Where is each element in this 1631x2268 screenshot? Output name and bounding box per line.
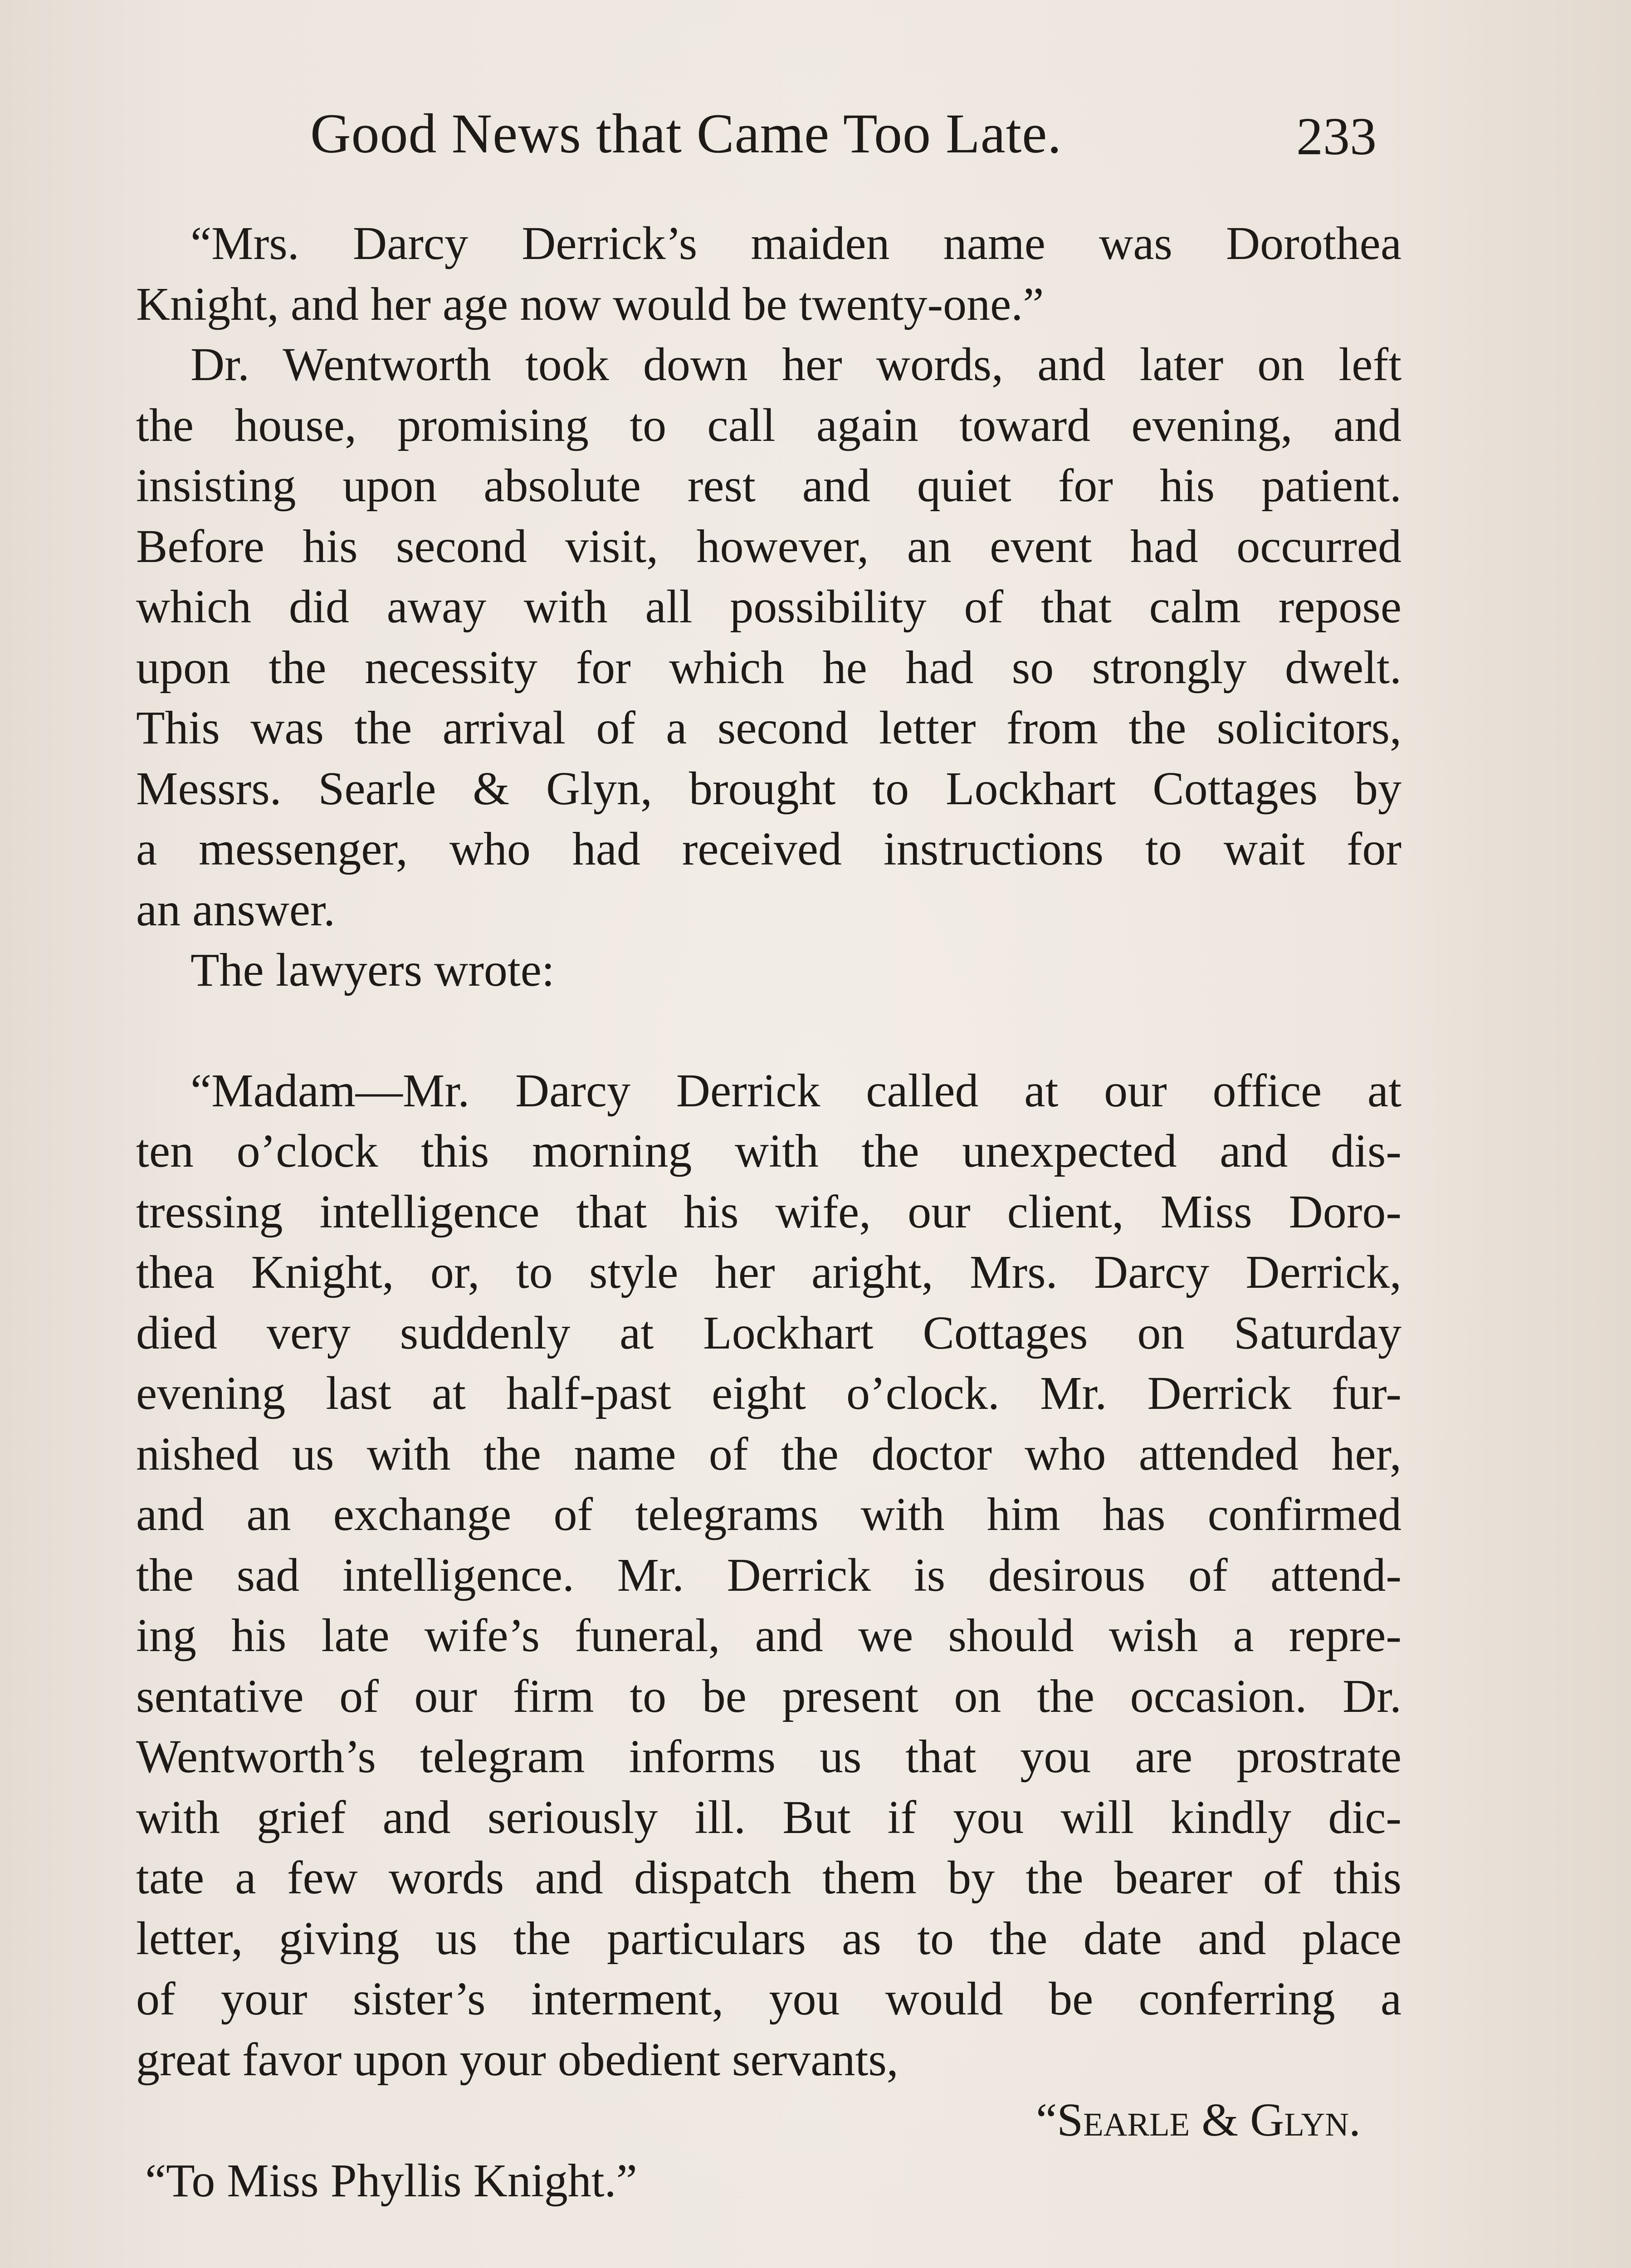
text-line: “Mrs. Darcy Derrick’s maiden name was Dorothea xyxy=(190,217,1401,269)
letter-line: the sad intelligence. Mr. Derrick is desirous of attend- xyxy=(136,1549,1401,1601)
letter-signature xyxy=(136,2090,1401,2151)
text-line: Messrs. Searle & Glyn, brought to Lockhart Cottages by xyxy=(136,762,1401,815)
letter-line: tressing intelligence that his wife, our client, Miss Doro- xyxy=(136,1185,1401,1238)
letter-line: “Madam—Mr. Darcy Derrick called at our office at xyxy=(190,1064,1401,1117)
running-title: Good News that Came Too Late. xyxy=(310,103,1062,165)
text-line: insisting upon absolute rest and quiet for his patient. xyxy=(136,459,1401,512)
text-line: The lawyers wrote: xyxy=(190,944,555,996)
letter-line: with grief and seriously ill. But if you will kindly dic- xyxy=(136,1791,1401,1843)
letter-line: and an exchange of telegrams with him has confirmed xyxy=(136,1488,1401,1540)
text-line: Before his second visit, however, an event had occurred xyxy=(136,520,1401,572)
text-line: the house, promising to call again toward evening, and xyxy=(136,399,1401,451)
letter-line: ten o’clock this morning with the unexpected and dis- xyxy=(136,1125,1401,1177)
text-line: a messenger, who had received instructions to wait for xyxy=(136,823,1401,875)
text-line: Knight, and her age now would be twenty-one.” xyxy=(136,278,1044,330)
letter-line: nished us with the name of the doctor who attended her, xyxy=(136,1427,1401,1480)
letter-line: died very suddenly at Lockhart Cottages on Saturday xyxy=(136,1306,1401,1359)
letter-addressee: “To Miss Phyllis Knight.” xyxy=(145,2154,637,2207)
letter-line: evening last at half-past eight o’clock. Mr. Derrick fur- xyxy=(136,1367,1401,1419)
section-gap xyxy=(136,1001,1401,1061)
text-line: This was the arrival of a second letter from the solicitors, xyxy=(136,702,1401,754)
letter-line: of your sister’s interment, you would be conferring a xyxy=(136,1973,1401,2025)
text-line: an answer. xyxy=(136,883,335,936)
page-number: 233 xyxy=(1296,107,1377,166)
text-line: upon the necessity for which he had so strongly dwelt. xyxy=(136,641,1401,694)
letter-line: ing his late wife’s funeral, and we should wish a repre- xyxy=(136,1609,1401,1662)
letter-line: thea Knight, or, to style her aright, Mrs. Darcy Derrick, xyxy=(136,1246,1401,1298)
signature-text: “Searle & Glyn. xyxy=(1036,2094,1361,2146)
letter-line: great favor upon your obedient servants, xyxy=(136,2033,899,2086)
section-gap xyxy=(136,2211,1401,2268)
text-line: Dr. Wentworth took down her words, and later on left xyxy=(190,338,1401,391)
letter-line: Wentworth’s telegram informs us that you are prostrate xyxy=(136,1730,1401,1783)
page-header xyxy=(0,100,1631,168)
body-text xyxy=(136,213,1401,2268)
letter-line: letter, giving us the particulars as to the date and place xyxy=(136,1912,1401,1965)
letter-line: sentative of our firm to be present on the occasion. Dr. xyxy=(136,1670,1401,1722)
text-line: which did away with all possibility of that calm repose xyxy=(136,581,1401,633)
letter-line: tate a few words and dispatch them by the bearer of this xyxy=(136,1852,1401,1904)
